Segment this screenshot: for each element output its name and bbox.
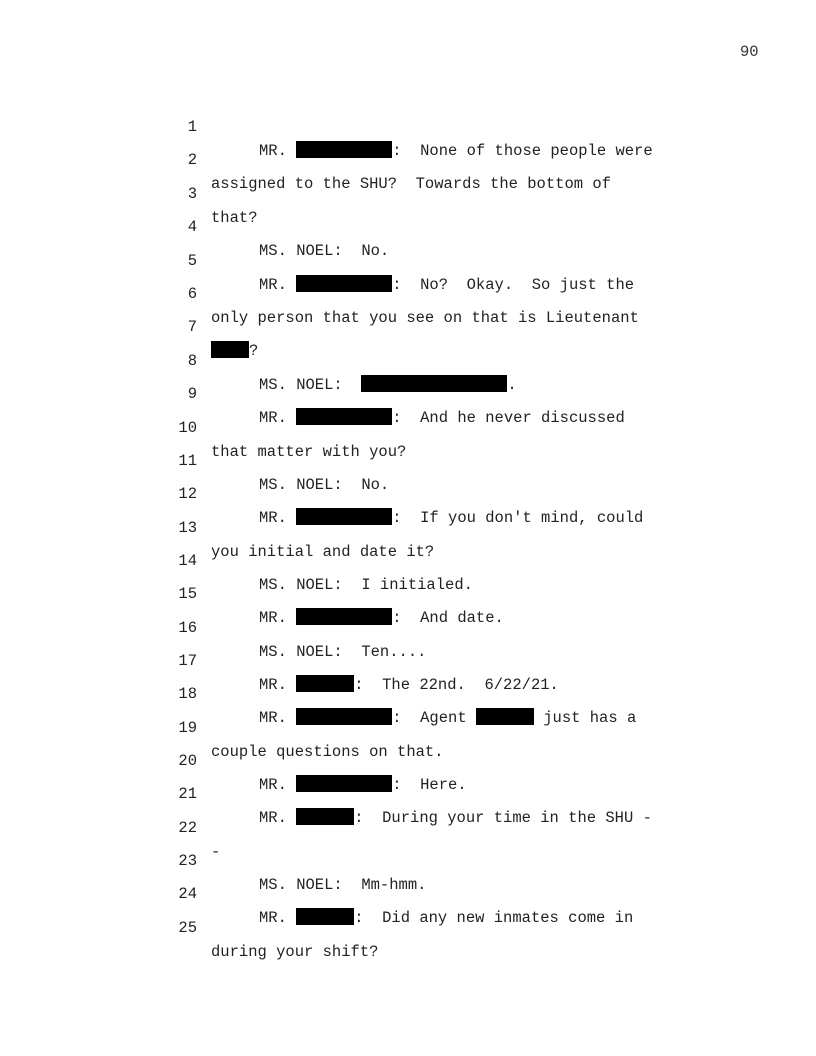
line-number: 16	[178, 619, 197, 637]
line-number: 24	[178, 885, 197, 903]
line-number: 5	[187, 252, 197, 270]
speaker-label: MR.	[259, 709, 297, 727]
line-number: 8	[187, 352, 197, 370]
line-number: 17	[178, 652, 197, 670]
line-text-content: just has a	[533, 709, 637, 727]
line-number: 4	[187, 218, 197, 236]
line-text-content: : Here.	[392, 776, 467, 794]
line-text-content: : Agent	[392, 709, 476, 727]
page-number: 90	[740, 43, 759, 61]
line-text-content: : If you don't mind, could	[392, 509, 644, 527]
speaker-label: MR.	[259, 276, 297, 294]
line-number: 18	[178, 685, 197, 703]
transcript-line	[0, 91, 816, 160]
line-text: MS. NOEL: Mm-hmm.	[259, 876, 427, 894]
line-number: 22	[178, 819, 197, 837]
speaker-label: MR.	[259, 809, 297, 827]
line-text-content: ?	[249, 342, 259, 360]
speaker-label: MR.	[259, 509, 297, 527]
line-number: 25	[178, 919, 197, 937]
line-number: 2	[187, 151, 197, 169]
line-text: couple questions on that.	[211, 743, 444, 761]
line-text-content: .	[507, 376, 517, 394]
line-text-content: : None of those people were	[392, 142, 653, 160]
speaker-label: MR.	[259, 676, 297, 694]
line-text: that matter with you?	[211, 443, 407, 461]
line-text-content: : The 22nd. 6/22/21.	[354, 676, 559, 694]
line-text: during your shift?	[211, 943, 379, 961]
line-text: you initial and date it?	[211, 543, 435, 561]
line-text: only person that you see on that is Lieutenant	[211, 309, 639, 327]
line-text: MS. NOEL: I initialed.	[259, 576, 473, 594]
line-text: MS. NOEL: Ten....	[259, 643, 427, 661]
line-number: 23	[178, 852, 197, 870]
line-text-content: : During your time in the SHU -	[354, 809, 652, 827]
line-text: assigned to the SHU? Towards the bottom of	[211, 175, 611, 193]
line-text: MS. NOEL: No.	[259, 242, 390, 260]
line-number: 9	[187, 385, 197, 403]
line-text-content: : And he never discussed	[392, 409, 625, 427]
line-number: 1	[187, 118, 197, 136]
line-number: 7	[187, 318, 197, 336]
speaker-label: MS. NOEL:	[259, 376, 362, 394]
line-text-content: : No? Okay. So just the	[392, 276, 635, 294]
line-number: 11	[178, 452, 197, 470]
speaker-label: MR.	[259, 609, 297, 627]
line-number: 12	[178, 485, 197, 503]
line-number: 20	[178, 752, 197, 770]
line-number: 10	[178, 419, 197, 437]
speaker-label: MR.	[259, 409, 297, 427]
speaker-label: MR.	[259, 142, 297, 160]
line-number: 21	[178, 785, 197, 803]
line-number: 19	[178, 719, 197, 737]
line-text: that?	[211, 209, 258, 227]
line-number: 3	[187, 185, 197, 203]
line-text-content: : Did any new inmates come in	[354, 909, 634, 927]
speaker-label: MR.	[259, 776, 297, 794]
line-number: 13	[178, 519, 197, 537]
speaker-label: MR.	[259, 909, 297, 927]
line-text: MS. NOEL: No.	[259, 476, 390, 494]
line-number: 15	[178, 585, 197, 603]
line-number: 6	[187, 285, 197, 303]
line-text: -	[211, 843, 221, 861]
line-text-content: : And date.	[392, 609, 504, 627]
line-number: 14	[178, 552, 197, 570]
transcript-line	[0, 325, 816, 394]
